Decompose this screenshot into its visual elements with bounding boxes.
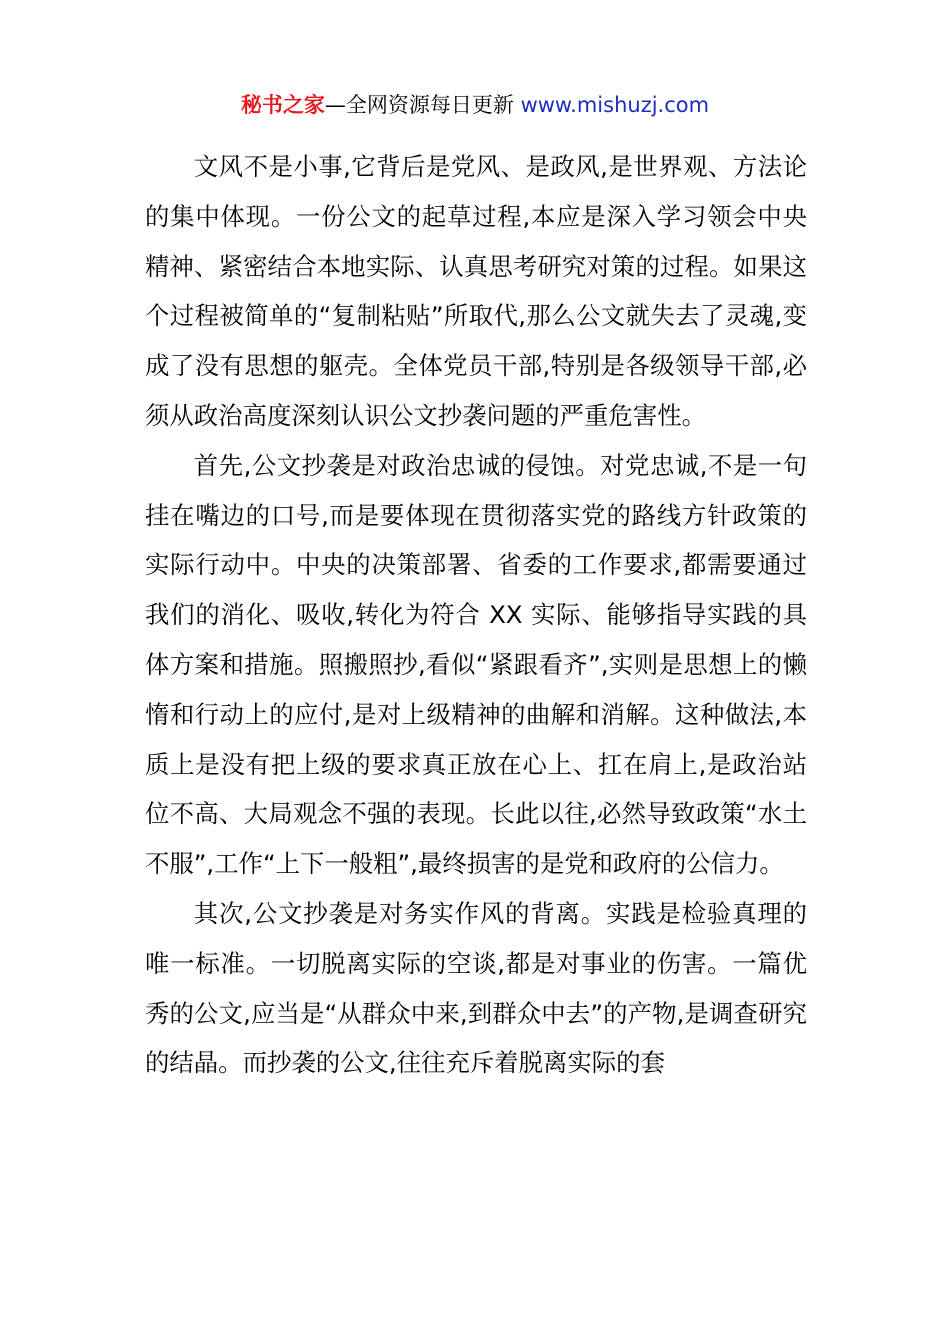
- document-body: [145, 142, 807, 1088]
- header-tagline: —全网资源每日更新: [324, 93, 521, 117]
- site-header: [0, 88, 950, 122]
- paragraph-2: 首先,公文抄袭是对政治忠诚的侵蚀。对党忠诚,不是一句挂在嘴边的口号,而是要体现在贯彻落实党的路线方针政策的实际行动中。中央的决策部署、省委的工作要求,都需要通过我们的消化、吸收,转化为符合 XX 实际、能够指导实践的具体方案和措施。照搬照抄,看似“紧跟看齐”,实则是思想上的懒惰和行动上的应付,是对上级精神的曲解和消解。这种做法,本质上是没有把上级的要求真正放在心上、扛在肩上,是政治站位不高、大局观念不强的表现。长此以往,必然导致政策“水土不服”,工作“上下一般粗”,最终损害的是党和政府的公信力。: [145, 450, 807, 879]
- brand-name: 秘书之家: [240, 93, 325, 117]
- paragraph-1: 文风不是小事,它背后是党风、是政风,是世界观、方法论的集中体现。一份公文的起草过程,本应是深入学习领会中央精神、紧密结合本地实际、认真思考研究对策的过程。如果这个过程被简单的“复制粘贴”所取代,那么公文就失去了灵魂,变成了没有思想的躯壳。全体党员干部,特别是各级领导干部,必须从政治高度深刻认识公文抄袭问题的严重危害性。: [145, 152, 807, 430]
- paragraph-3: 其次,公文抄袭是对务实作风的背离。实践是检验真理的唯一标准。一切脱离实际的空谈,都是对事业的伤害。一篇优秀的公文,应当是“从群众中来,到群众中去”的产物,是调查研究的结晶。而抄袭的公文,往往充斥着脱离实际的套: [145, 898, 807, 1078]
- site-url-link[interactable]: www.mishuzj.com: [520, 93, 710, 117]
